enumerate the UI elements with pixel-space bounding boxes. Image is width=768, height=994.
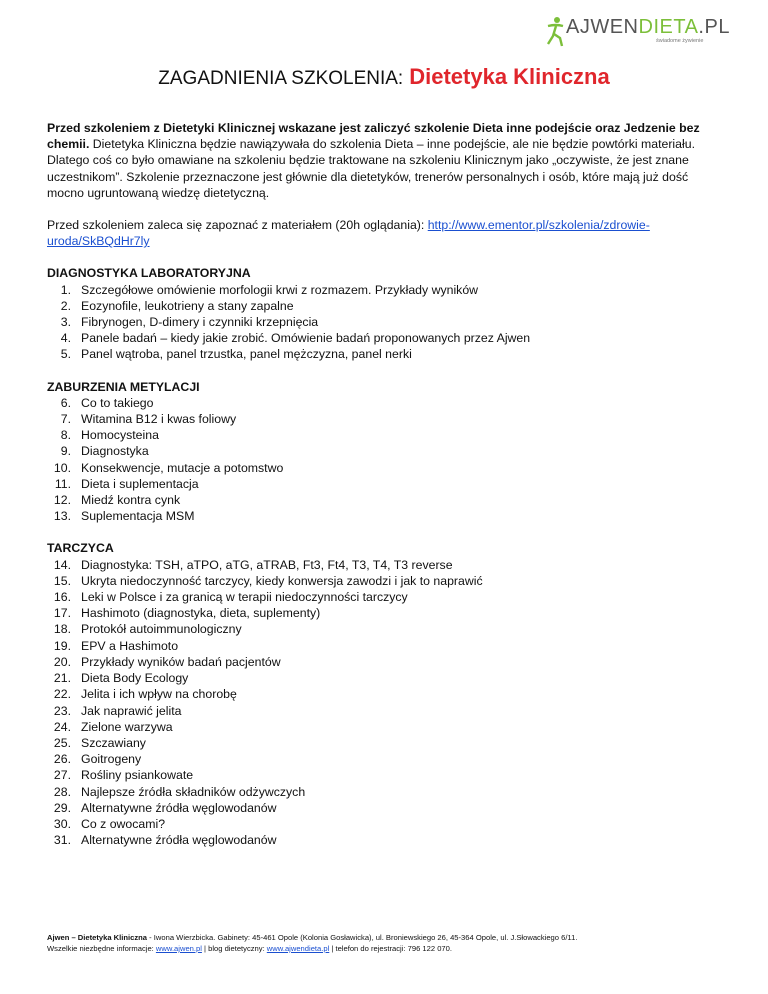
- list-item: [47, 443, 725, 459]
- list-item: [47, 330, 725, 346]
- section-heading: DIAGNOSTYKA LABORATORYJNA: [47, 266, 251, 281]
- item-text: Hashimoto (diagnostyka, dieta, suplementy): [81, 606, 321, 621]
- title-prefix: ZAGADNIENIA SZKOLENIA:: [158, 68, 404, 89]
- page-footer: [47, 932, 737, 954]
- list-item: [47, 767, 725, 783]
- ementor-link[interactable]: http://www.ementor.pl/szkolenia/zdrowie-uroda/SkBQdHr7ly: [47, 218, 650, 249]
- item-number: 5.: [60, 347, 71, 362]
- section-0: [47, 265, 725, 362]
- footer-line-1: Ajwen – Dietetyka Kliniczna - Iwona Wierzbicka. Gabinety: 45-461 Opole (Kolonia Gosławicka), ul. Broniewskiego 26, 45-364 Opole, ul. J.Słowackiego 6/11.: [47, 933, 578, 942]
- section-1: [47, 379, 725, 525]
- item-number: 11.: [54, 476, 71, 491]
- item-number: 27.: [53, 768, 71, 783]
- item-number: 15.: [53, 573, 71, 588]
- item-number: 19.: [53, 638, 71, 653]
- title-main: Dietetyka Kliniczna: [409, 64, 610, 89]
- item-number: 1.: [60, 282, 71, 297]
- list-item: [47, 605, 725, 621]
- section-2: [47, 540, 725, 848]
- item-text: Diagnostyka: TSH, aTPO, aTG, aTRAB, Ft3, Ft4, T3, T4, T3 reverse: [81, 557, 453, 572]
- item-number: 3.: [60, 315, 71, 330]
- list-item: [47, 816, 725, 832]
- section-heading: TARCZYCA: [47, 541, 114, 556]
- item-text: Szczegółowe omówienie morfologii krwi z rozmazem. Przykłady wyników: [81, 282, 479, 297]
- logo-wordmark: AJWENDIETA.PL: [566, 16, 730, 38]
- intro-text: Dietetyka Kliniczna będzie nawiązywała do szkolenia Dieta – inne podejście, ale nie będzie powtórki materiału. Dlatego coś co było omawiane na szkoleniu będzie traktowane na szkoleniu Klinicznym jako „oczywiste, że jest znane uczestnikom”. Szkolenie przeznaczone jest głównie dla dietetyków, trenerów personalnych i osób, które mają już dość mocno ugruntowaną wiedzę dietetyczną.: [47, 137, 695, 200]
- list-item: [47, 460, 725, 476]
- item-text: Panele badań – kiedy jakie zrobić. Omówienie badań proponowanych przez Ajwen: [81, 331, 531, 346]
- list-item: [47, 346, 725, 362]
- list-item: [47, 492, 725, 508]
- item-text: Alternatywne źródła węglowodanów: [81, 800, 277, 815]
- item-number: 16.: [53, 590, 71, 605]
- item-text: EPV a Hashimoto: [81, 638, 179, 653]
- item-text: Protokół autoimmunologiczny: [81, 622, 242, 637]
- item-text: Witamina B12 i kwas foliowy: [81, 412, 237, 427]
- prep-paragraph: [47, 217, 725, 249]
- item-number: 22.: [53, 687, 71, 702]
- item-number: 28.: [53, 784, 71, 799]
- ajwendieta-link[interactable]: www.ajwendieta.pl: [266, 944, 330, 953]
- item-number: 9.: [60, 444, 71, 459]
- item-text: Ukryta niedoczynność tarczycy, kiedy konwersja zawodzi i jak to naprawić: [81, 573, 483, 588]
- item-number: 14.: [53, 557, 71, 572]
- item-text: Dieta Body Ecology: [81, 671, 189, 686]
- item-text: Jelita i ich wpływ na chorobę: [81, 687, 237, 702]
- list-item: [47, 621, 725, 637]
- ajwen-link[interactable]: www.ajwen.pl: [155, 944, 202, 953]
- item-text: Jak naprawić jelita: [81, 703, 182, 718]
- item-text: Szczawiany: [81, 735, 146, 750]
- topic-list: [47, 395, 725, 525]
- item-number: 31.: [53, 833, 71, 848]
- intro-paragraph: [47, 120, 725, 201]
- footer-line-2: Wszelkie niezbędne informacje: www.ajwen.pl | blog dietetyczny: www.ajwendieta.pl | telefon do rejestracji: 796 122 070.: [47, 944, 452, 953]
- item-number: 10.: [53, 460, 71, 475]
- item-number: 7.: [60, 412, 71, 427]
- leaf-figure-icon: [544, 14, 566, 48]
- section-heading: ZABURZENIA METYLACJI: [47, 379, 200, 394]
- item-number: 29.: [53, 800, 71, 815]
- item-number: 30.: [53, 816, 71, 831]
- item-number: 4.: [60, 331, 71, 346]
- list-item: [47, 395, 725, 411]
- brand-logo: [544, 14, 754, 48]
- page-title: [0, 64, 768, 90]
- item-text: Co to takiego: [81, 395, 154, 410]
- item-text: Fibrynogen, D-dimery i czynniki krzepnięcia: [81, 315, 319, 330]
- list-item: [47, 686, 725, 702]
- item-number: 12.: [53, 493, 71, 508]
- list-item: [47, 476, 725, 492]
- list-item: [47, 735, 725, 751]
- list-item: [47, 703, 725, 719]
- item-text: Konsekwencje, mutacje a potomstwo: [81, 460, 284, 475]
- list-item: [47, 800, 725, 816]
- prep-text: Przed szkoleniem zaleca się zapoznać z materiałem (20h oglądania):: [47, 218, 428, 233]
- item-text: Panel wątroba, panel trzustka, panel mężczyzna, panel nerki: [81, 347, 412, 362]
- list-item: [47, 654, 725, 670]
- topic-list: [47, 282, 725, 363]
- list-item: [47, 573, 725, 589]
- item-text: Rośliny psiankowate: [81, 768, 194, 783]
- item-text: Suplementacja MSM: [81, 509, 195, 524]
- item-number: 25.: [53, 735, 71, 750]
- item-text: Co z owocami?: [81, 816, 166, 831]
- logo-tagline: świadome żywienie: [656, 38, 704, 44]
- item-number: 20.: [53, 654, 71, 669]
- intro-bold: Przed szkoleniem z Dietetyki Klinicznej wskazane jest zaliczyć szkolenie Dieta inne podejście oraz Jedzenie bez chemii.: [47, 121, 700, 152]
- item-number: 6.: [60, 395, 71, 410]
- list-item: [47, 427, 725, 443]
- item-number: 21.: [53, 671, 71, 686]
- list-item: [47, 719, 725, 735]
- item-number: 13.: [53, 509, 71, 524]
- item-text: Alternatywne źródła węglowodanów: [81, 833, 277, 848]
- item-text: Diagnostyka: [81, 444, 149, 459]
- topic-sections: [47, 265, 725, 848]
- topic-list: [47, 557, 725, 849]
- list-item: [47, 589, 725, 605]
- item-number: 8.: [60, 428, 71, 443]
- item-number: 18.: [53, 622, 71, 637]
- list-item: [47, 411, 725, 427]
- item-text: Dieta i suplementacja: [81, 476, 199, 491]
- list-item: [47, 638, 725, 654]
- list-item: [47, 298, 725, 314]
- document-body: [47, 120, 725, 864]
- item-text: Najlepsze źródła składników odżywczych: [81, 784, 306, 799]
- item-text: Zielone warzywa: [81, 719, 173, 734]
- list-item: [47, 784, 725, 800]
- item-number: 24.: [53, 719, 71, 734]
- item-number: 26.: [53, 752, 71, 767]
- item-text: Goitrogeny: [81, 752, 142, 767]
- list-item: [47, 282, 725, 298]
- list-item: [47, 557, 725, 573]
- item-text: Eozynofile, leukotrieny a stany zapalne: [81, 298, 294, 313]
- list-item: [47, 670, 725, 686]
- list-item: [47, 832, 725, 848]
- item-number: 23.: [53, 703, 71, 718]
- item-text: Homocysteina: [81, 428, 159, 443]
- item-number: 17.: [53, 606, 71, 621]
- list-item: [47, 508, 725, 524]
- item-text: Przykłady wyników badań pacjentów: [81, 654, 281, 669]
- item-number: 2.: [60, 298, 71, 313]
- item-text: Leki w Polsce i za granicą w terapii niedoczynności tarczycy: [81, 590, 408, 605]
- list-item: [47, 314, 725, 330]
- item-text: Miedź kontra cynk: [81, 493, 181, 508]
- list-item: [47, 751, 725, 767]
